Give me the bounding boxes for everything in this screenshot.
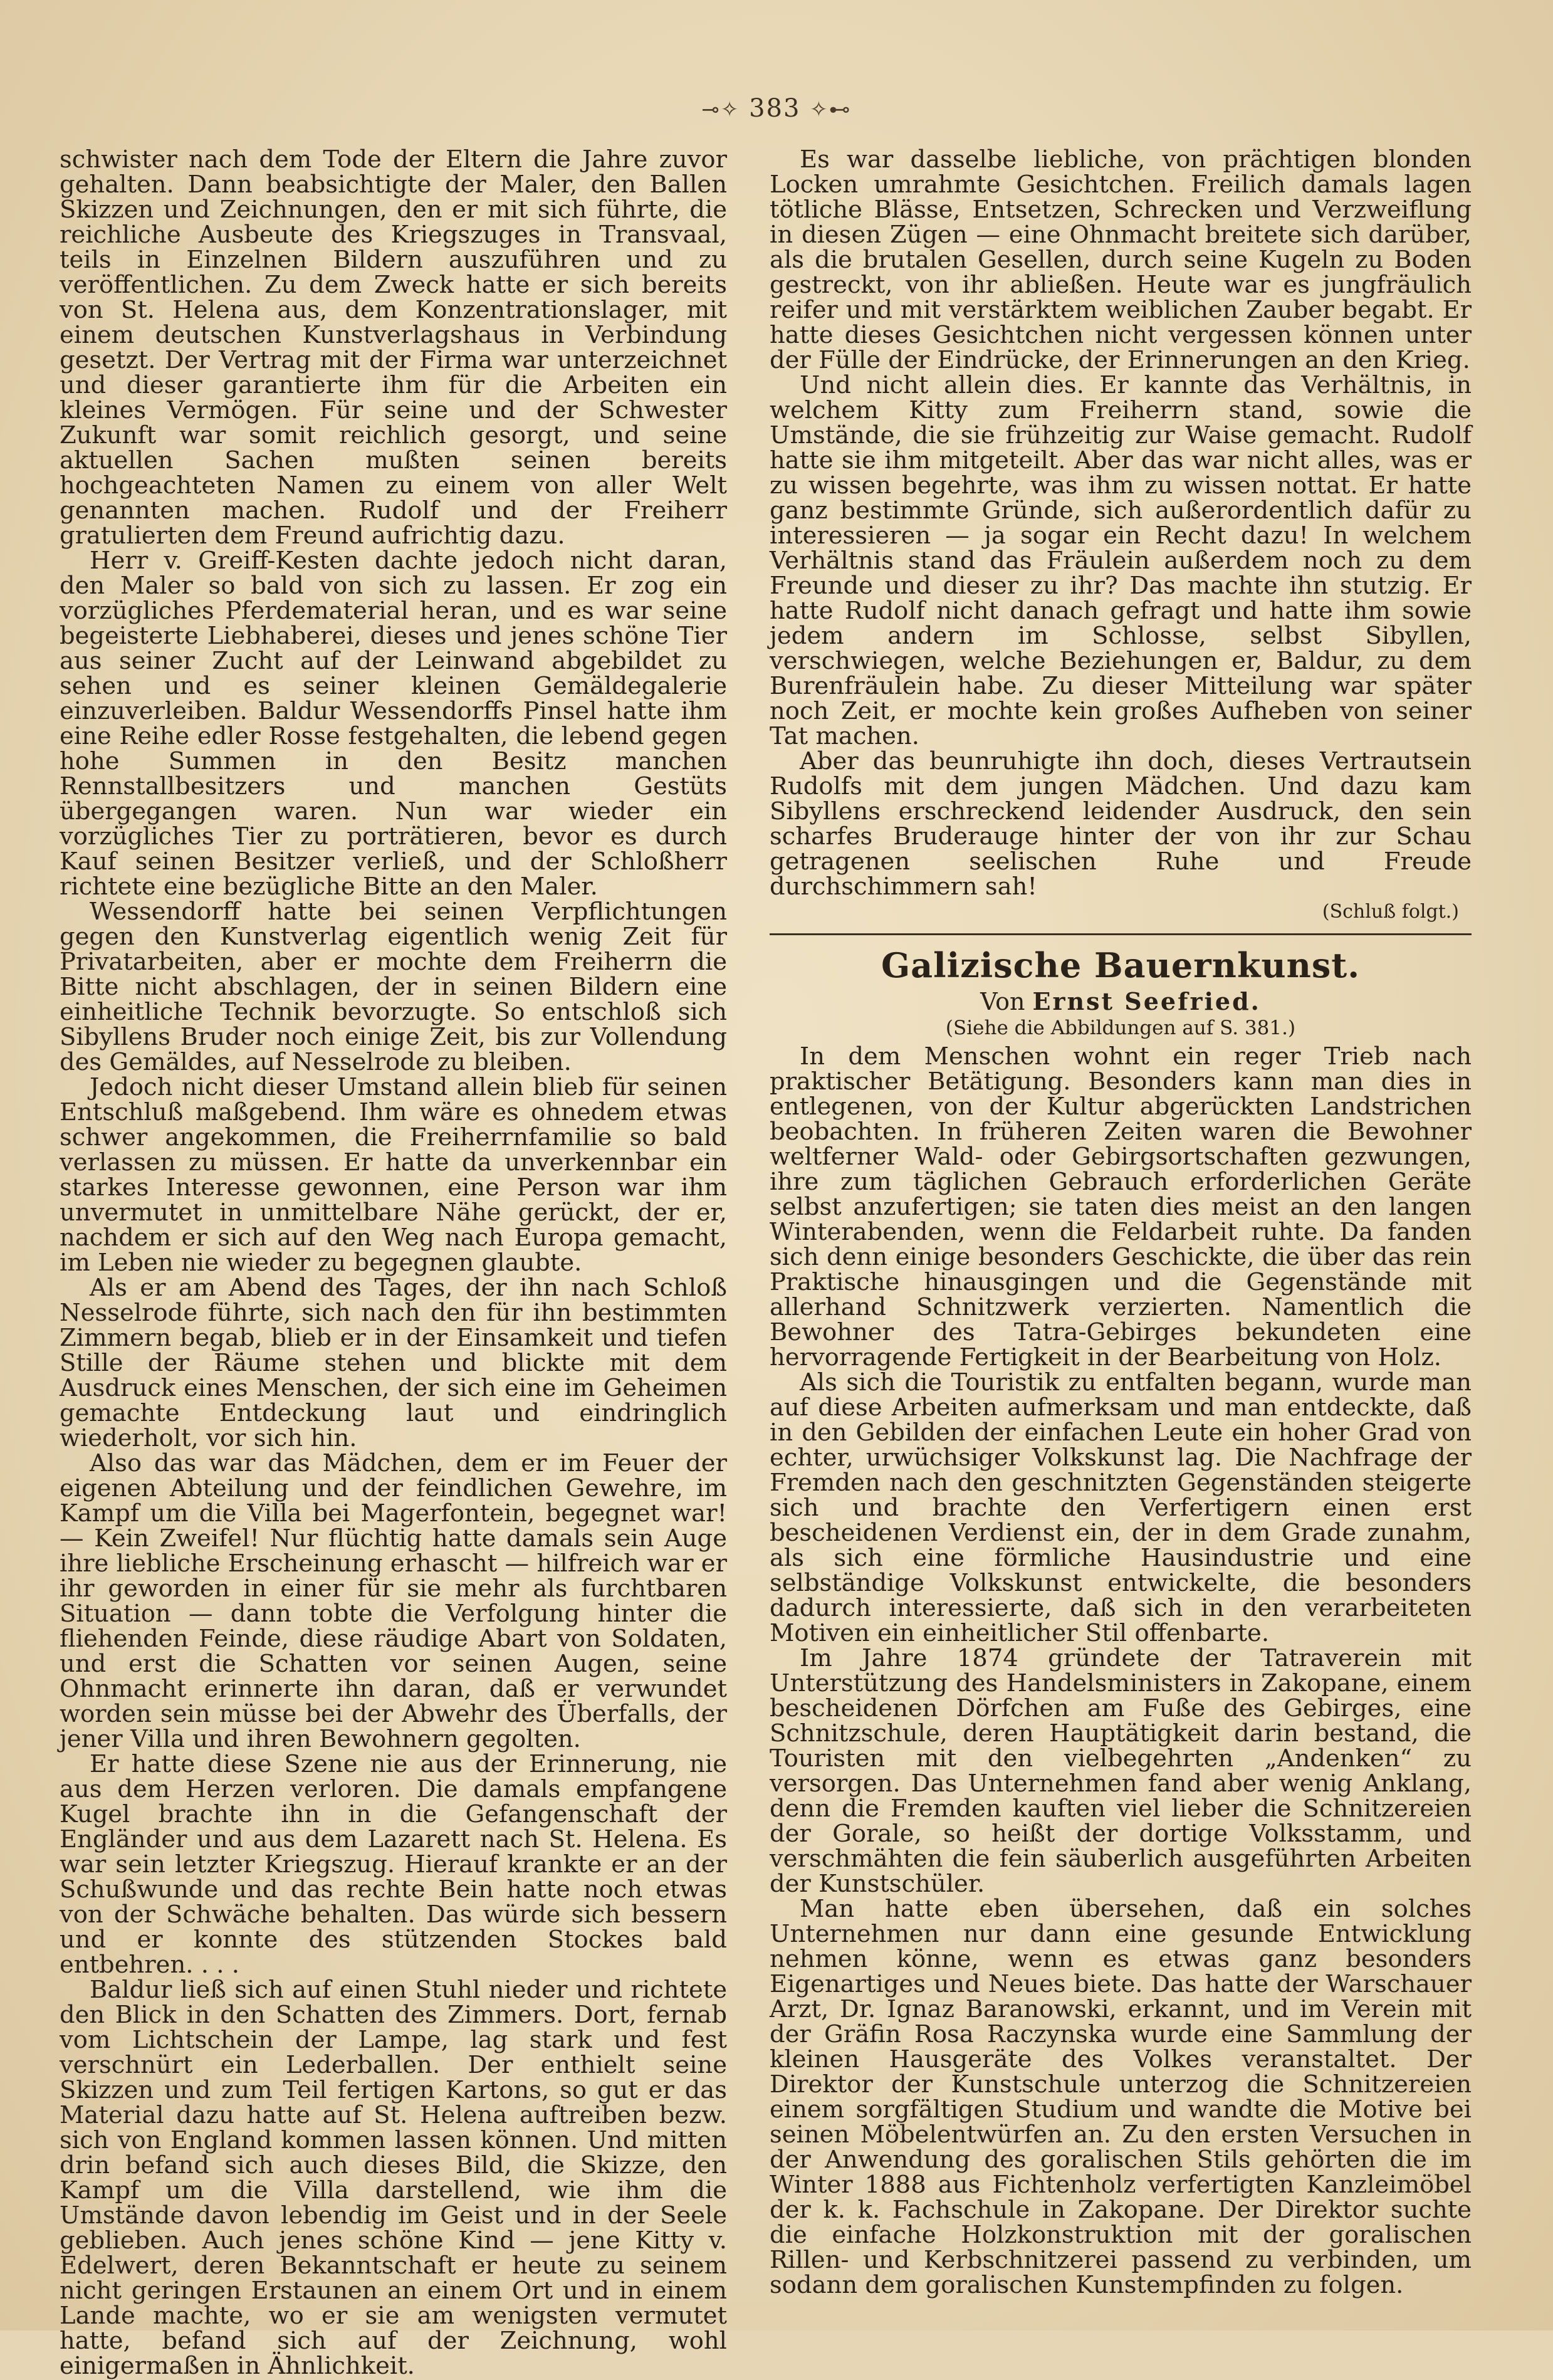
to-be-continued-note: (Schluß folgt.): [1322, 901, 1459, 923]
author-name: Ernst Seefried.: [1032, 987, 1261, 1015]
left-paragraph: Er hatte diese Szene nie aus der Erinnerung, nie aus dem Herzen verloren. Die damals empfangene Kugel brachte ihn in die Gefangenschaft der Engländer und aus dem Lazarett nach St. Helena. Es war sein letzter Kriegszug. Hierauf krankte er an der Schußwunde und das rechte Bein hatte noch etwas von der Schwäche behalten. Das würde sich bessern und er konnte des stützenden Stockes bald entbehren. . . .: [60, 1750, 727, 1979]
story-paragraph: Es war dasselbe liebliche, von prächtigen blonden Locken umrahmte Gesichtchen. Freilich damals lagen tötliche Blässe, Entsetzen, Schrecken und Verzweiflung in diesen Zügen — eine Ohnmacht breitete sich darüber, als die brutalen Gesellen, durch seine Kugeln zu Boden gestreckt, von ihr abließen. Heute war es jungfräulich reifer und mit verstärktem weiblichen Zauber begabt. Er hatte dieses Gesichtchen nicht vergessen können unter der Fülle der Eindrücke, der Erinnerungen an den Krieg.: [770, 145, 1472, 374]
left-paragraph: schwister nach dem Tode der Eltern die Jahre zuvor gehalten. Dann beabsichtigte der Maler, den Ballen Skizzen und Zeichnungen, den er mit sich führte, die reichliche Ausbeute des Kriegszuges in Transvaal, teils in Einzelnen Bildern auszuführen und zu veröffentlichen. Zu dem Zweck hatte er sich bereits von St. Helena aus, dem Konzentrationslager, mit einem deutschen Kunstverlagshaus in Verbindung gesetzt. Der Vertrag mit der Firma war unterzeichnet und dieser garantierte ihm für die Arbeiten ein kleines Vermögen. Für seine und der Schwester Zukunft war somit reichlich gesorgt, und seine aktuellen Sachen mußten seinen bereits hochgeachteten Namen zu einem von aller Welt genannten machen. Rudolf und der Freiherr gratulierten dem Freund aufrichtig dazu.: [60, 145, 727, 550]
page-number: 383: [749, 94, 801, 123]
story-paragraph: Und nicht allein dies. Er kannte das Verhältnis, in welchem Kitty zum Freiherrn stand, sowie die Umstände, die sie frühzeitig zur Waise gemacht. Rudolf hatte sie ihm mitgeteilt. Aber das war nicht alles, was er zu wissen begehrte, was ihm zu wissen nottat. Er hatte ganz bestimmte Gründe, sich außerordentlich dafür zu interessieren — ja sogar ein Recht dazu! In welchem Verhältnis stand das Fräulein außerdem noch zu dem Freunde und dieser zu ihr? Das machte ihn stutzig. Er hatte Rudolf nicht danach gefragt und hatte ihm sowie jedem andern im Schlosse, selbst Sibyllen, verschwiegen, welche Beziehungen er, Baldur, zu dem Burenfräulein habe. Zu dieser Mitteilung war später noch Zeit, er mochte kein großes Aufheben von seiner Tat machen.: [770, 371, 1472, 750]
article-byline: [770, 988, 1472, 1015]
left-paragraph: Jedoch nicht dieser Umstand allein blieb für seinen Entschluß maßgebend. Ihm wäre es ohnedem etwas schwer angekommen, die Freiherrnfamilie so bald verlassen zu müssen. Er hatte da unverkennbar ein starkes Interesse gewonnen, eine Person war ihm unvermutet in unmittelbare Nähe gerückt, der er, nachdem er sich auf den Weg nach Europa gemacht, im Leben nie wieder zu begegnen glaubte.: [60, 1073, 727, 1277]
article-paragraph: Als sich die Touristik zu entfalten begann, wurde man auf diese Arbeiten aufmerksam und man entdeckte, daß in den Gebilden der einfachen Leute ein hoher Grad von echter, urwüchsiger Volkskunst lag. Die Nachfrage der Fremden nach den geschnitzten Gegenständen steigerte sich und brachte den Verfertigern einen erst bescheidenen Verdienst ein, der in dem Grade zunahm, als sich eine förmliche Hausindustrie und eine selbständige Volkskunst entwickelte, die besonders dadurch interessierte, daß sich in den verarbeiteten Motiven ein einheitlicher Stil offenbarte.: [770, 1368, 1472, 1647]
byline-prefix: Von: [980, 988, 1025, 1015]
article-title: Galizische Bauernkunst.: [881, 945, 1361, 985]
right-column: [770, 147, 1472, 2298]
page-header: [0, 94, 1553, 123]
left-paragraph: Herr v. Greiff-Kesten dachte jedoch nicht daran, den Maler so bald von sich zu lassen. Er zog ein vorzügliches Pferdematerial heran, und es war seine begeisterte Liebhaberei, dieses und jenes schöne Tier aus seiner Zucht auf der Leinwand abgebildet zu sehen und es seiner kleinen Gemäldegalerie einzuverleiben. Baldur Wessendorffs Pinsel hatte ihm eine Reihe edler Rosse festgehalten, die lebend gegen hohe Summen in den Besitz manchen Rennstallbesitzers und manchen Gestüts übergegangen waren. Nun war wieder ein vorzügliches Tier zu porträtieren, bevor es durch Kauf seinen Besitzer verließ, und der Schloßherr richtete eine bezügliche Bitte an den Maler.: [60, 547, 727, 901]
section-divider: [770, 933, 1472, 935]
left-paragraph: Wessendorff hatte bei seinen Verpflichtungen gegen den Kunstverlag eigentlich wenig Zeit für Privatarbeiten, aber er mochte dem Freiherrn die Bitte nicht abschlagen, der in seinen Bildern eine einheitliche Technik bevorzugte. So entschloß sich Sibyllens Bruder noch einige Zeit, bis zur Vollendung des Gemäldes, auf Nesselrode zu bleiben.: [60, 898, 727, 1076]
left-paragraph: Also das war das Mädchen, dem er im Feuer der eigenen Abteilung und der feindlichen Gewehre, im Kampf um die Villa bei Magerfontein, begegnet war! — Kein Zweifel! Nur flüchtig hatte damals sein Auge ihre liebliche Erscheinung erhascht — hilfreich war er ihr geworden in einer für sie mehr als furchtbaren Situation — dann tobte die Verfolgung hinter die fliehenden Feinde, diese räudige Abart von Soldaten, und erst die Schatten vor seinen Augen, seine Ohnmacht erinnerte ihn daran, daß er verwundet worden sein müsse bei der Abwehr des Überfalls, der jener Villa und ihren Bewohnern gegolten.: [60, 1449, 727, 1753]
left-paragraph: Als er am Abend des Tages, der ihn nach Schloß Nesselrode führte, sich nach den für ihn bestimmten Zimmern begab, blieb er in der Einsamkeit und tiefen Stille der Räume stehen und blickte mit dem Ausdruck eines Menschen, der sich eine im Geheimen gemachte Entdeckung laut und eindringlich wiederholt, vor sich hin.: [60, 1274, 727, 1452]
article-paragraph: In dem Menschen wohnt ein reger Trieb nach praktischer Betätigung. Besonders kann man dies in entlegenen, von der Kultur abgerückten Landstrichen beobachten. In früheren Zeiten waren die Bewohner weltferner Wald- oder Gebirgsortschaften gezwungen, ihre zum täglichen Gebrauch erforderlichen Geräte selbst anzufertigen; sie taten dies meist an den langen Winterabenden, wenn die Feldarbeit ruhte. Da fanden sich denn einige besonders Geschickte, die über das rein Praktische hinausgingen und die Gegenstände mit allerhand Schnitzwerk verzierten. Namentlich die Bewohner des Tatra-Gebirges bekundeten eine hervorragende Fertigkeit in der Bearbeitung von Holz.: [770, 1042, 1472, 1371]
story-paragraph: Aber das beunruhigte ihn doch, dieses Vertrautsein Rudolfs mit dem jungen Mädchen. Und dazu kam Sibyllens erschreckend leidender Ausdruck, den sein scharfes Bruderauge hinter der von ihr zur Schau getragenen seelischen Ruhe und Freude durchschimmern sah!: [770, 747, 1472, 901]
illustration-reference: (Siehe die Abbildungen auf S. 381.): [945, 1017, 1296, 1039]
left-column: [60, 147, 727, 2379]
right-ornament-icon: ✧⊷: [810, 97, 852, 122]
left-ornament-icon: ⊸✧: [701, 97, 740, 122]
article-paragraph: Man hatte eben übersehen, daß ein solches Unternehmen nur dann eine gesunde Entwicklung nehmen könne, wenn es etwas ganz besonders Eigenartiges und Neues biete. Das hatte der Warschauer Arzt, Dr. Ignaz Baranowski, erkannt, und im Verein mit der Gräfin Rosa Raczynska wurde eine Sammlung der kleinen Hausgeräte des Volkes veranstaltet. Der Direktor der Kunstschule unterzog die Schnitzereien einem sorgfältigen Studium und wandte die Motive bei seinen Möbelentwürfen an. Zu den ersten Versuchen in der Anwendung des goralischen Stils gehörten die im Winter 1888 aus Fichtenholz verfertigten Kanzleimöbel der k. k. Fachschule in Zakopane. Der Direktor suchte die einfache Holzkonstruktion mit der goralischen Rillen- und Kerbschnitzerei passend zu verbinden, um sodann dem goralischen Kunstempfinden zu folgen.: [770, 1895, 1472, 2299]
article-paragraph: Im Jahre 1874 gründete der Tatraverein mit Unterstützung des Handelsministers in Zakopane, einem bescheidenen Dörfchen am Fuße des Gebirges, eine Schnitzschule, deren Hauptätigkeit darin bestand, die Touristen mit den vielbegehrten „Andenken“ zu versorgen. Das Unternehmen fand aber wenig Anklang, denn die Fremden kauften viel lieber die Schnitzereien der Gorale, so heißt der dortige Volksstamm, und verschmähten die fein säuberlich ausgeführten Arbeiten der Kunstschüler.: [770, 1644, 1472, 1898]
article: [770, 946, 1472, 2298]
left-paragraph: Baldur ließ sich auf einen Stuhl nieder und richtete den Blick in den Schatten des Zimmers. Dort, fernab vom Lichtschein der Lampe, lag stark und fest verschnürt ein Lederballen. Der enthielt seine Skizzen und zum Teil fertigen Kartons, so gut er das Material dazu hatte auf St. Helena auftreiben bezw. sich von England kommen lassen können. Und mitten drin befand sich auch dieses Bild, die Skizze, den Kampf um die Villa darstellend, wie ihm die Umstände davon lebendig im Geist und in der Seele geblieben. Auch jenes schöne Kind — jene Kitty v. Edelwert, deren Bekanntschaft er heute zu seinem nicht geringen Erstaunen an einem Ort und in einem Lande machte, wo er sie am wenigsten vermutet hatte, befand sich auf der Zeichnung, wohl einigermaßen in Ähnlichkeit.: [60, 1976, 727, 2380]
story-continuation: [770, 147, 1472, 923]
